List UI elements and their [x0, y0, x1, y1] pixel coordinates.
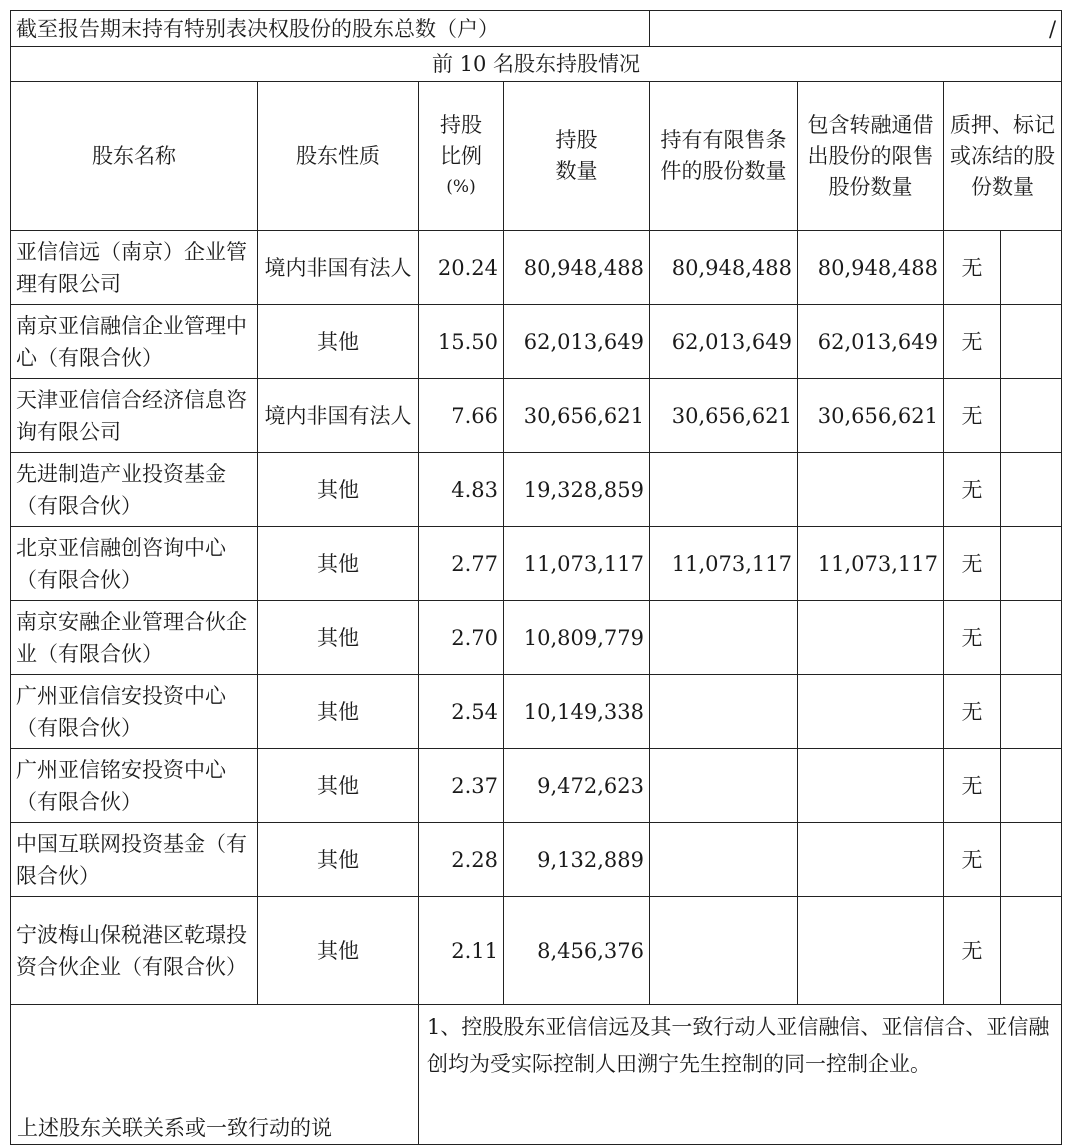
header-ratio-line2: 比例 [440, 143, 482, 168]
holding-quantity-cell: 9,472,623 [504, 749, 650, 823]
holding-quantity-cell: 9,132,889 [504, 823, 650, 897]
lent-restricted-cell [798, 823, 944, 897]
shareholder-name-cell: 中国互联网投资基金（有限合伙） [11, 823, 258, 897]
holding-quantity-cell: 10,809,779 [504, 601, 650, 675]
table-row [11, 453, 1062, 527]
shareholder-nature-cell: 其他 [258, 601, 419, 675]
lent-restricted-cell: 30,656,621 [798, 379, 944, 453]
shareholder-name-cell: 先进制造产业投资基金（有限合伙） [11, 453, 258, 527]
shareholder-nature-cell: 其他 [258, 527, 419, 601]
restricted-shares-cell: 30,656,621 [650, 379, 798, 453]
pledge-quantity-cell [1001, 601, 1062, 675]
header-shareholder-nature: 股东性质 [258, 82, 419, 231]
shareholder-nature-cell: 其他 [258, 897, 419, 1005]
pledge-quantity-cell [1001, 897, 1062, 1005]
table-row [11, 823, 1062, 897]
shareholder-name-cell: 北京亚信融创咨询中心（有限合伙） [11, 527, 258, 601]
table-row [11, 675, 1062, 749]
table-row [11, 305, 1062, 379]
pledge-quantity-cell [1001, 379, 1062, 453]
pledge-quantity-cell [1001, 527, 1062, 601]
shareholder-nature-cell: 境内非国有法人 [258, 379, 419, 453]
holding-quantity-cell: 10,149,338 [504, 675, 650, 749]
restricted-shares-cell [650, 823, 798, 897]
pledge-status-cell: 无 [944, 749, 1001, 823]
holding-ratio-cell: 2.11 [419, 897, 504, 1005]
holding-ratio-cell: 2.54 [419, 675, 504, 749]
lent-restricted-cell [798, 453, 944, 527]
lent-restricted-cell [798, 897, 944, 1005]
pledge-quantity-cell [1001, 823, 1062, 897]
table-row [11, 897, 1062, 1005]
lent-restricted-cell: 11,073,117 [798, 527, 944, 601]
lent-restricted-cell [798, 675, 944, 749]
holding-ratio-cell: 2.77 [419, 527, 504, 601]
table-row [11, 379, 1062, 453]
shareholder-name-cell: 广州亚信信安投资中心（有限合伙） [11, 675, 258, 749]
relationship-row [11, 1005, 1062, 1145]
header-lent-restricted-shares: 包含转融通借出股份的限售股份数量 [798, 82, 944, 231]
header-row [11, 82, 1062, 231]
pledge-quantity-cell [1001, 453, 1062, 527]
holding-quantity-cell: 19,328,859 [504, 453, 650, 527]
restricted-shares-cell [650, 453, 798, 527]
shareholder-table [10, 10, 1062, 1145]
section-title-row [11, 47, 1062, 82]
shareholder-nature-cell: 其他 [258, 305, 419, 379]
table-row [11, 749, 1062, 823]
pledge-quantity-cell [1001, 305, 1062, 379]
pledge-status-cell: 无 [944, 897, 1001, 1005]
lent-restricted-cell [798, 601, 944, 675]
header-pledge-status: 质押、标记或冻结的股份数量 [944, 82, 1062, 231]
header-shareholder-name: 股东名称 [11, 82, 258, 231]
header-ratio-line1: 持股 [440, 112, 482, 137]
relationship-note: 1、控股股东亚信信远及其一致行动人亚信融信、亚信信合、亚信融创均为受实际控制人田溯宁先生控制的同一控制企业。 [419, 1005, 1062, 1145]
special-voting-row [11, 11, 1062, 47]
shareholder-name-cell: 广州亚信铭安投资中心（有限合伙） [11, 749, 258, 823]
shareholder-nature-cell: 其他 [258, 749, 419, 823]
restricted-shares-cell: 11,073,117 [650, 527, 798, 601]
header-qty-line2: 数量 [555, 159, 598, 183]
special-voting-label: 截至报告期末持有特别表决权股份的股东总数（户） [11, 11, 650, 47]
shareholder-name-cell: 南京亚信融信企业管理中心（有限合伙） [11, 305, 258, 379]
shareholder-nature-cell: 其他 [258, 675, 419, 749]
header-ratio-unit: (%) [446, 176, 476, 197]
holding-ratio-cell: 4.83 [419, 453, 504, 527]
pledge-status-cell: 无 [944, 453, 1001, 527]
pledge-status-cell: 无 [944, 305, 1001, 379]
lent-restricted-cell: 80,948,488 [798, 231, 944, 305]
shareholder-name-cell: 天津亚信信合经济信息咨询有限公司 [11, 379, 258, 453]
header-restricted-shares: 持有有限售条件的股份数量 [650, 82, 798, 231]
shareholder-nature-cell: 其他 [258, 823, 419, 897]
section-title: 前 10 名股东持股情况 [11, 47, 1062, 82]
table-row [11, 527, 1062, 601]
holding-ratio-cell: 2.70 [419, 601, 504, 675]
pledge-quantity-cell [1001, 749, 1062, 823]
restricted-shares-cell [650, 897, 798, 1005]
pledge-quantity-cell [1001, 675, 1062, 749]
holding-ratio-cell: 2.37 [419, 749, 504, 823]
holding-ratio-cell: 20.24 [419, 231, 504, 305]
header-qty-line1: 持股 [555, 128, 598, 152]
relationship-label: 上述股东关联关系或一致行动的说 [11, 1005, 419, 1145]
shareholder-name-cell: 南京安融企业管理合伙企业（有限合伙） [11, 601, 258, 675]
pledge-status-cell: 无 [944, 527, 1001, 601]
restricted-shares-cell [650, 749, 798, 823]
header-holding-quantity [504, 82, 650, 231]
holding-quantity-cell: 30,656,621 [504, 379, 650, 453]
shareholder-nature-cell: 其他 [258, 453, 419, 527]
restricted-shares-cell [650, 601, 798, 675]
holding-ratio-cell: 2.28 [419, 823, 504, 897]
pledge-status-cell: 无 [944, 379, 1001, 453]
holding-quantity-cell: 11,073,117 [504, 527, 650, 601]
table-row [11, 601, 1062, 675]
holding-quantity-cell: 8,456,376 [504, 897, 650, 1005]
special-voting-value: / [650, 11, 1062, 47]
pledge-quantity-cell [1001, 231, 1062, 305]
pledge-status-cell: 无 [944, 823, 1001, 897]
header-holding-ratio [419, 82, 504, 231]
restricted-shares-cell: 62,013,649 [650, 305, 798, 379]
pledge-status-cell: 无 [944, 675, 1001, 749]
holding-ratio-cell: 7.66 [419, 379, 504, 453]
holding-quantity-cell: 80,948,488 [504, 231, 650, 305]
pledge-status-cell: 无 [944, 231, 1001, 305]
restricted-shares-cell [650, 675, 798, 749]
restricted-shares-cell: 80,948,488 [650, 231, 798, 305]
pledge-status-cell: 无 [944, 601, 1001, 675]
holding-ratio-cell: 15.50 [419, 305, 504, 379]
shareholder-name-cell: 宁波梅山保税港区乾璟投资合伙企业（有限合伙） [11, 897, 258, 1005]
lent-restricted-cell [798, 749, 944, 823]
table-row [11, 231, 1062, 305]
lent-restricted-cell: 62,013,649 [798, 305, 944, 379]
holding-quantity-cell: 62,013,649 [504, 305, 650, 379]
shareholder-nature-cell: 境内非国有法人 [258, 231, 419, 305]
shareholder-name-cell: 亚信信远（南京）企业管理有限公司 [11, 231, 258, 305]
